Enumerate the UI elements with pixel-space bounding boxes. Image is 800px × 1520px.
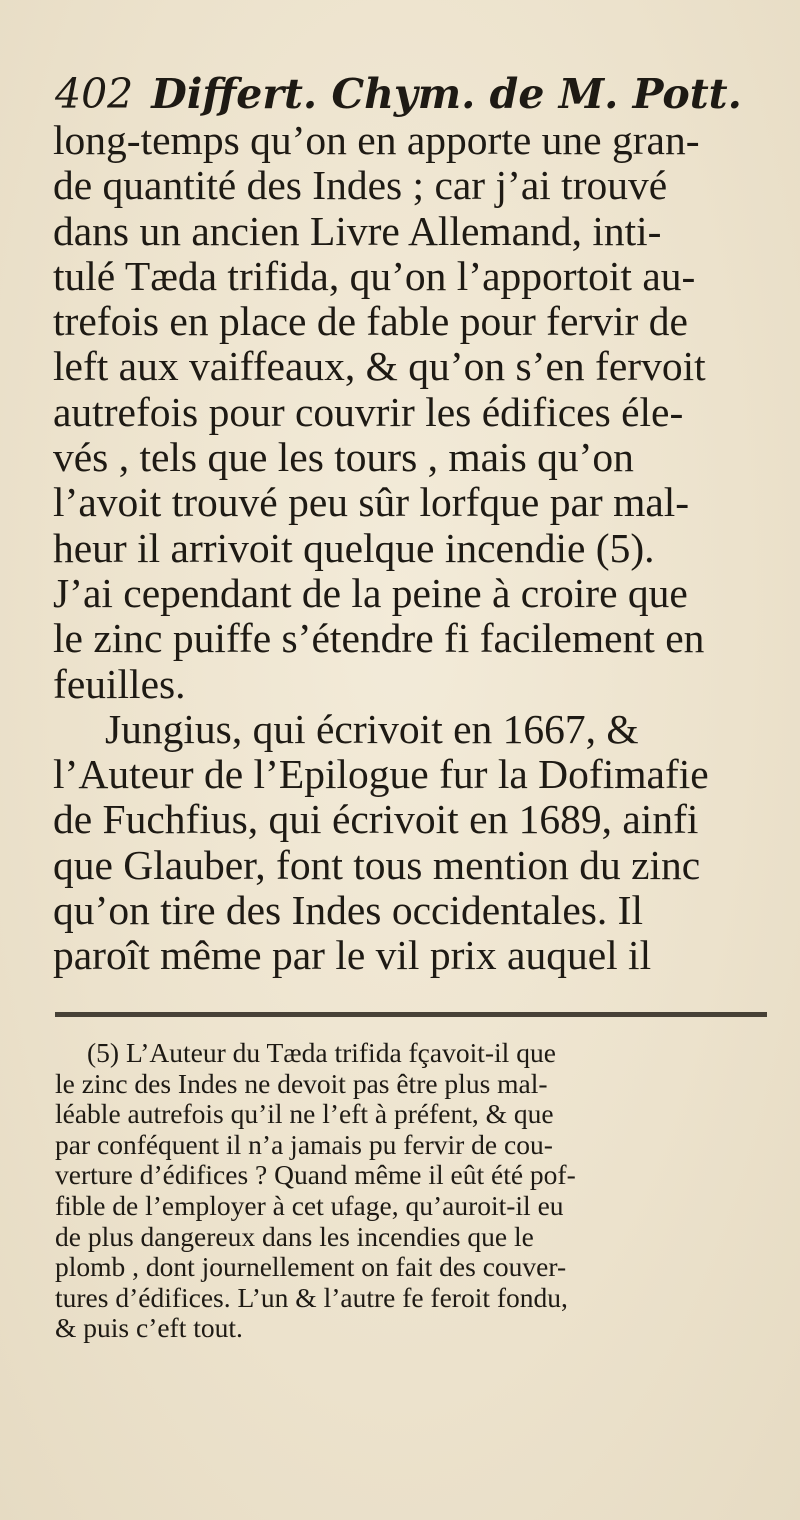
text-line: Jungius, qui écrivoit en 1667, & — [105, 705, 639, 752]
text-line: tulé Tæda trifida, qu’on l’apportoit au- — [53, 252, 696, 299]
text-line: que Glauber, font tous mention du zinc — [53, 841, 701, 888]
footnote — [55, 1038, 767, 1344]
footnote-line: le zinc des Indes ne devoit pas être plus mal- — [55, 1067, 548, 1099]
page-number: 402 — [55, 70, 134, 118]
text-line: dans un ancien Livre Allemand, inti- — [53, 207, 662, 254]
text-line: vés , tels que les tours , mais qu’on — [53, 434, 634, 481]
text-line: trefois en place de fable pour fervir de — [53, 298, 688, 345]
text-line: paroît même par le vil prix auquel il — [53, 932, 652, 979]
footnote-line: léable autrefois qu’il ne l’eft à préfent, & que — [55, 1098, 554, 1130]
text-line: le zinc puiffe s’étendre fi facilement en — [53, 615, 705, 662]
text-line: heur il arrivoit quelque incendie (5). — [53, 524, 655, 571]
text-line: de Fuchfius, qui écrivoit en 1689, ainfi — [53, 796, 699, 843]
text-line: long-temps qu’on en apporte une gran- — [53, 117, 700, 163]
text-line: autrefois pour couvrir les édifices éle- — [53, 388, 684, 435]
text-line: l’avoit trouvé peu sûr lorfque par mal- — [53, 479, 690, 526]
main-text — [53, 118, 773, 979]
footnote-line: de plus dangereux dans les incendies que le — [55, 1220, 534, 1252]
text-line: J’ai cependant de la peine à croire que — [53, 569, 688, 616]
footnote-line: par conféquent il n’a jamais pu fervir de cou- — [55, 1128, 553, 1160]
text-line: left aux vaiffeaux, & qu’on s’en fervoit — [53, 343, 706, 390]
text-line: de quantité des Indes ; car j’ai trouvé — [53, 162, 668, 209]
footnote-line: fible de l’employer à cet ufage, qu’auroit-il eu — [55, 1189, 564, 1221]
running-head — [55, 70, 742, 118]
footnote-line: & puis c’eft tout. — [55, 1312, 243, 1344]
text-line: qu’on tire des Indes occidentales. Il — [53, 887, 644, 934]
footnote-line: (5) L’Auteur du Tæda trifida fçavoit-il que — [87, 1037, 556, 1068]
text-line: l’Auteur de l’Epilogue fur la Dofimafie — [53, 751, 709, 798]
running-title: Differt. Chym. de M. Pott. — [151, 70, 742, 118]
footnote-line: plomb , dont journellement on fait des couver- — [55, 1251, 567, 1283]
footnote-divider — [55, 1012, 767, 1017]
footnote-line: tures d’édifices. L’un & l’autre fe feroit fondu, — [55, 1281, 568, 1313]
text-line: feuilles. — [53, 660, 186, 707]
footnote-line: verture d’édifices ? Quand même il eût été pof- — [55, 1159, 576, 1191]
